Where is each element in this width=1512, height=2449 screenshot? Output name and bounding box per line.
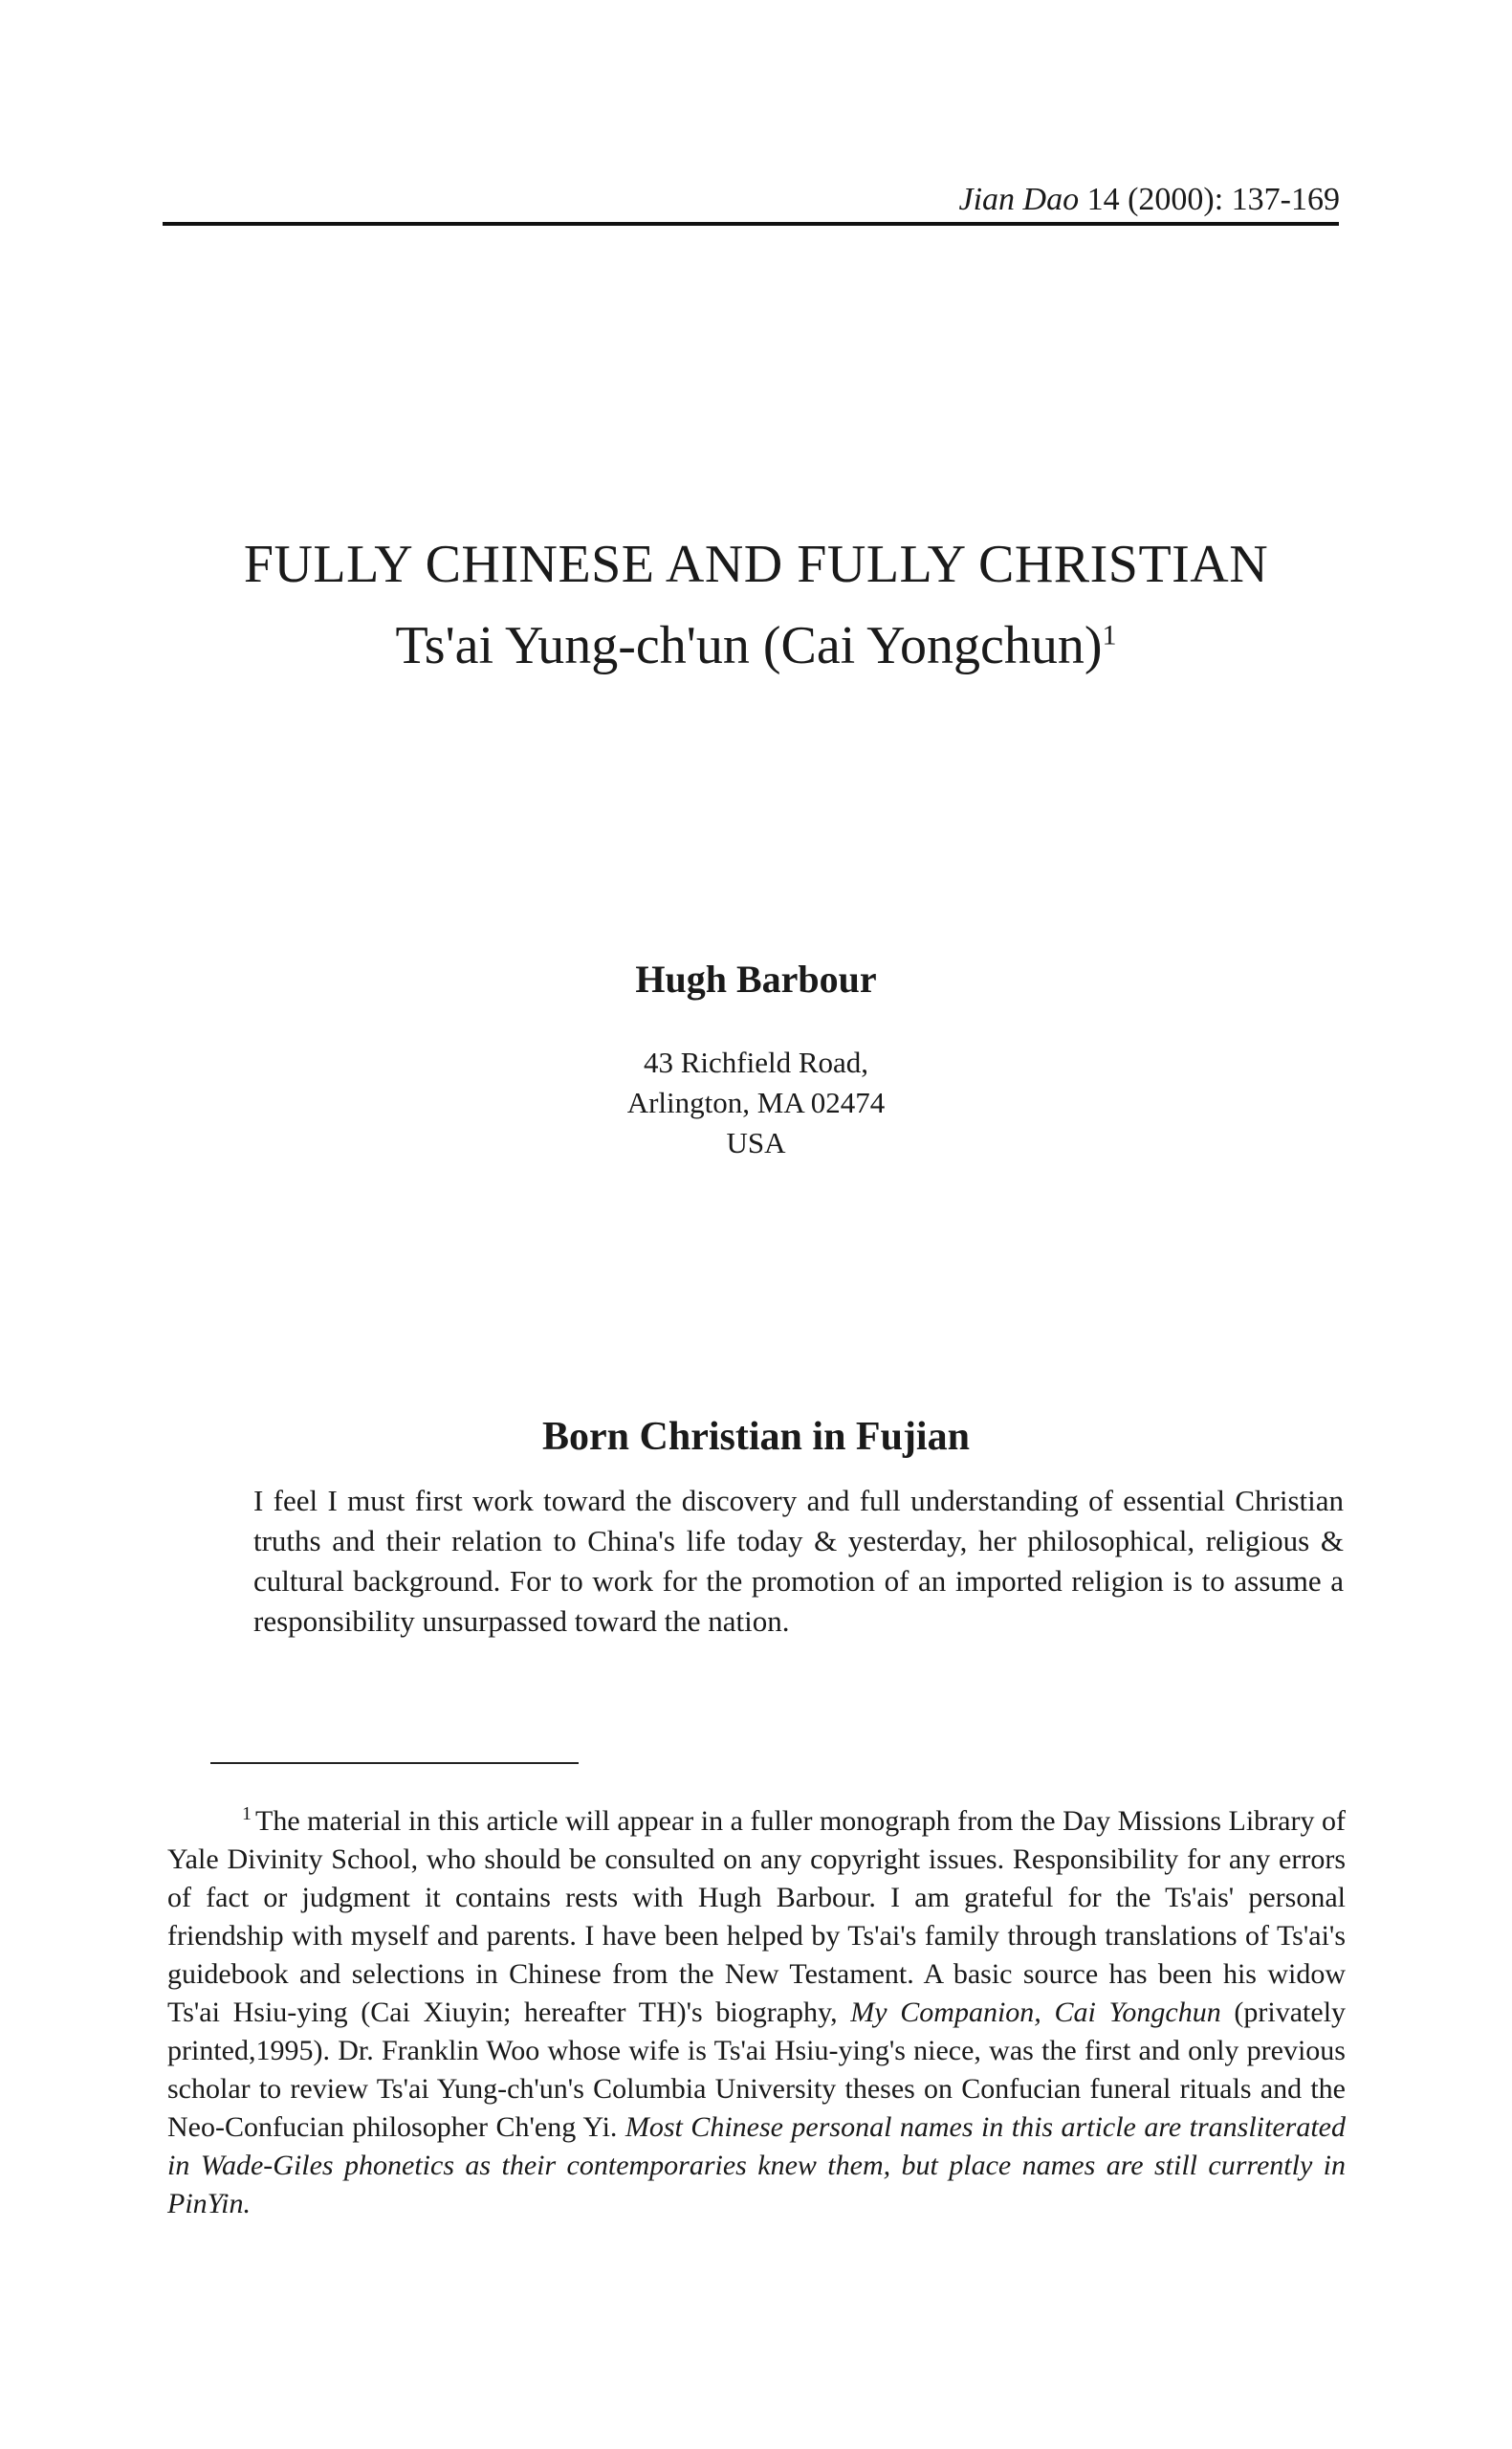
address-line-1: 43 Richfield Road, — [643, 1046, 869, 1079]
journal-citation: 14 (2000): 137-169 — [1086, 182, 1340, 217]
address-line-2: Arlington, MA 02474 — [626, 1086, 886, 1119]
running-head — [958, 182, 1340, 218]
article-subtitle — [0, 612, 1512, 679]
footnote — [167, 1802, 1346, 2223]
author-address — [0, 1043, 1512, 1163]
section-heading: Born Christian in Fujian — [542, 1415, 970, 1459]
subtitle-text: Ts'ai Yung-ch'un (Cai Yongchun) — [395, 616, 1103, 675]
author-name: Hugh Barbour — [635, 958, 877, 1001]
footnote-book-title: My Companion, Cai Yongchun — [850, 1997, 1221, 2028]
footnote-text-2: (privately printed,1995). Dr. Franklin Woo whose wife is Ts'ai Hsiu-ying's niece, was the first and only previous scholar to review Ts'ai Yung-ch'un's Columbia University theses on Confucian funeral rituals and the Neo-Confucian philosopher Ch'eng Yi. — [167, 1997, 1347, 2143]
article-title: FULLY CHINESE AND FULLY CHRISTIAN — [243, 535, 1269, 594]
footnote-rule — [210, 1762, 579, 1764]
address-line-3: USA — [726, 1126, 786, 1159]
subtitle-footnote-mark[interactable]: 1 — [1102, 619, 1117, 651]
header-rule — [163, 222, 1339, 226]
footnote-italic-note: Most Chinese personal names in this article are transliterated in Wade-Giles phonetics as their contemporaries knew them, but place names are still currently in PinYin. — [167, 2111, 1346, 2219]
footnote-mark: 1 — [242, 1803, 252, 1824]
journal-name: Jian Dao — [958, 182, 1080, 217]
footnote-text-1: The material in this article will appear in a fuller monograph from the Day Missions Library of Yale Divinity School, who should be consulted on any copyright issues. Responsibility for any errors of fact or judgment it contains rests with Hugh Barbour. I am grateful for the Ts'ais' personal friendship with myself and parents. I have been helped by Ts'ai's family through translations of Ts'ai's guidebook and selections in Chinese from the New Testament. A basic source has been his widow Ts'ai Hsiu-ying (Cai Xiuyin; hereafter TH)'s biography, — [167, 1805, 1346, 2028]
epigraph-paragraph: I feel I must first work toward the discovery and full understanding of essential Christian truths and their relation to China's life today & yesterday, her philosophical, religious & cultural background. For to work for the promotion of an imported religion is to assume a responsibility unsurpassed toward the nation. — [253, 1484, 1344, 1638]
